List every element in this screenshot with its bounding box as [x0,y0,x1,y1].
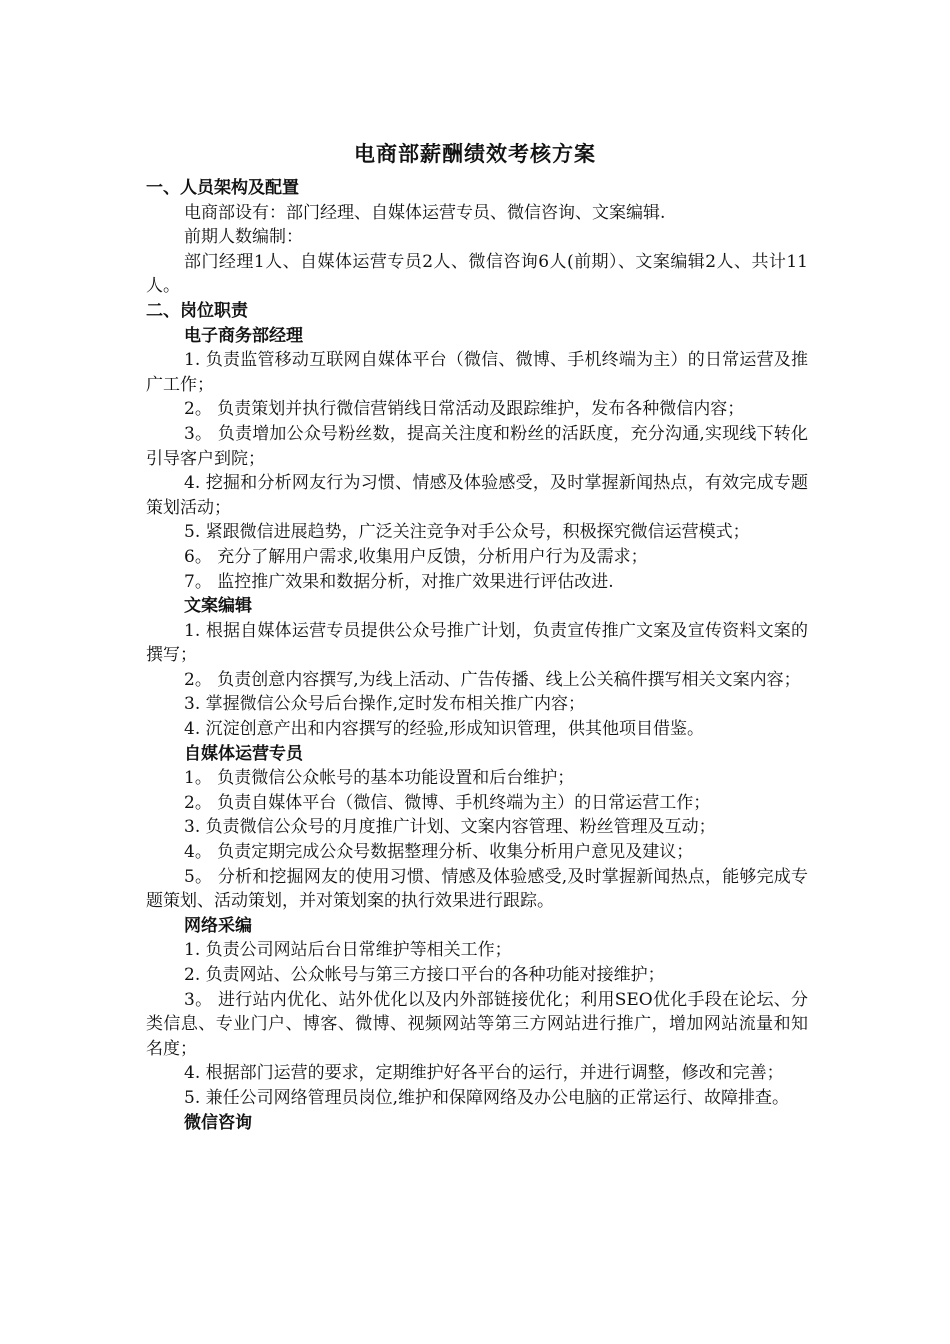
role-heading: 微信咨询 [184,1112,252,1133]
duty-item: 1. 根据自媒体运营专员提供公众号推广计划，负责宣传推广文案及宣传资料文案的撰写； [146,620,808,666]
duty-item: 1. 负责监管移动互联网自媒体平台（微信、微博、手机终端为主）的日常运营及推广工作； [146,350,808,395]
paragraph: 部门经理1人、自媒体运营专员2人、微信咨询6人(前期）、文案编辑2人、共计11人。 [146,251,808,297]
paragraph: 电商部设有：部门经理、自媒体运营专员、微信咨询、文案编辑. [184,202,666,223]
duty-item: 6。 充分了解用户需求,收集用户反馈，分析用户行为及需求； [184,546,648,567]
role-heading: 文案编辑 [184,596,252,617]
section-heading: 一、人员架构及配置 [146,178,299,198]
duty-item: 4. 根据部门运营的要求，定期维护好各平台的运行，并进行调整，修改和完善； [184,1063,784,1084]
document-body [146,176,808,1135]
duty-item: 2。 负责策划并执行微信营销线日常活动及跟踪维护，发布各种微信内容； [184,399,745,420]
duty-item: 2。 负责创意内容撰写,为线上活动、广告传播、线上公关稿件撰写相关文案内容； [184,669,801,690]
duty-item: 3. 负责微信公众号的月度推广计划、文案内容管理、粉丝管理及互动； [184,817,716,838]
paragraph: 前期人数编制： [184,227,303,248]
duty-item: 3。 负责增加公众号粉丝数，提高关注度和粉丝的活跃度，充分沟通,实现线下转化引导客户到院； [146,423,808,469]
duty-item: 1. 负责公司网站后台日常维护等相关工作； [184,940,512,961]
duty-item: 2。 负责自媒体平台（微信、微博、手机终端为主）的日常运营工作； [184,792,711,813]
duty-item: 7。 监控推广效果和数据分析，对推广效果进行评估改进. [184,571,614,592]
duty-item: 2. 负责网站、公众帐号与第三方接口平台的各种功能对接维护； [184,965,665,985]
duty-item: 5. 兼任公司网络管理员岗位,维护和保障网络及办公电脑的正常运行、故障排查。 [184,1087,790,1108]
duty-item: 3。 进行站内优化、站外优化以及内外部链接优化；利用SEO优化手段在论坛、分类信息、专业门户、博客、微博、视频网站等第三方网站进行推广，增加网站流量和知名度； [146,989,808,1059]
duty-item: 5。 分析和挖掘网友的使用习惯、情感及体验感受,及时掌握新闻热点，能够完成专题策划、活动策划，并对策划案的执行效果进行跟踪。 [146,866,808,912]
duty-item: 4. 沉淀创意产出和内容撰写的经验,形成知识管理，供其他项目借鉴。 [184,719,705,740]
duty-item: 4。 负责定期完成公众号数据整理分析、收集分析用户意见及建议； [184,842,694,863]
role-heading: 自媒体运营专员 [184,743,303,764]
duty-item: 4. 挖掘和分析网友行为习惯、情感及体验感受，及时掌握新闻热点，有效完成专题策划活动； [146,473,808,518]
duty-item: 1。 负责微信公众帐号的基本功能设置和后台维护； [184,768,575,789]
document-title: 电商部薪酬绩效考核方案 [354,141,596,166]
section-heading: 二、岗位职责 [146,300,248,321]
duty-item: 5. 紧跟微信进展趋势，广泛关注竞争对手公众号，积极探究微信运营模式； [184,522,750,543]
duty-item: 3. 掌握微信公众号后台操作,定时发布相关推广内容； [184,694,586,715]
role-heading: 网络采编 [184,915,252,936]
role-heading: 电子商务部经理 [184,325,303,346]
